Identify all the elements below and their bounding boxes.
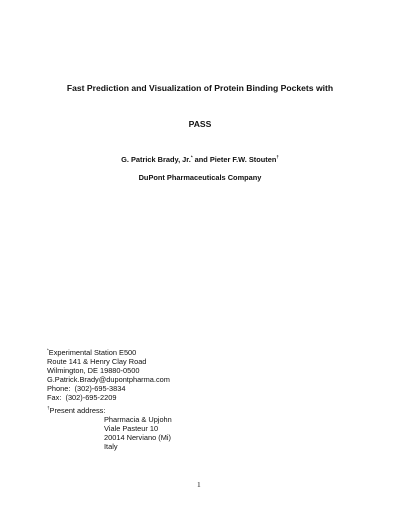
present-address-footnote-mark: † bbox=[47, 405, 50, 411]
present-address-label: †Present address: bbox=[47, 405, 106, 415]
present-address-line: Viale Pasteur 10 bbox=[104, 424, 159, 434]
address-line: Route 141 & Henry Clay Road bbox=[47, 357, 147, 367]
present-address-line: 20014 Nerviano (Mi) bbox=[104, 433, 171, 443]
affiliation: DuPont Pharmaceuticals Company bbox=[138, 173, 262, 182]
author-line bbox=[0, 155, 400, 165]
author-1-footnote-mark: * bbox=[190, 154, 193, 160]
author-2: Pieter F.W. Stouten bbox=[209, 155, 277, 164]
author-2-footnote-mark: † bbox=[276, 154, 279, 160]
author-1: G. Patrick Brady, Jr. bbox=[121, 155, 191, 164]
phone-number: Phone: (302)-695-3834 bbox=[47, 384, 126, 394]
present-address bbox=[104, 415, 172, 451]
correspondence-address bbox=[47, 348, 170, 403]
page-number: 1 bbox=[197, 480, 201, 489]
present-address-line: Pharmacia & Upjohn bbox=[104, 415, 172, 424]
email-address: G.Patrick.Brady@dupontpharma.com bbox=[47, 375, 170, 385]
paper-title-line-1: Fast Prediction and Visualization of Protein Binding Pockets with bbox=[66, 83, 334, 93]
fax-number: Fax: (302)-695-2209 bbox=[47, 393, 117, 403]
paper-title-line-2: PASS bbox=[188, 119, 212, 129]
address-line: Wilmington, DE 19880-0500 bbox=[47, 366, 140, 376]
author-conjunction: and bbox=[192, 155, 210, 164]
correspondence-footnote-mark: * bbox=[47, 347, 49, 353]
present-address-line: Italy bbox=[104, 442, 118, 452]
address-line: *Experimental Station E500 bbox=[47, 347, 137, 357]
